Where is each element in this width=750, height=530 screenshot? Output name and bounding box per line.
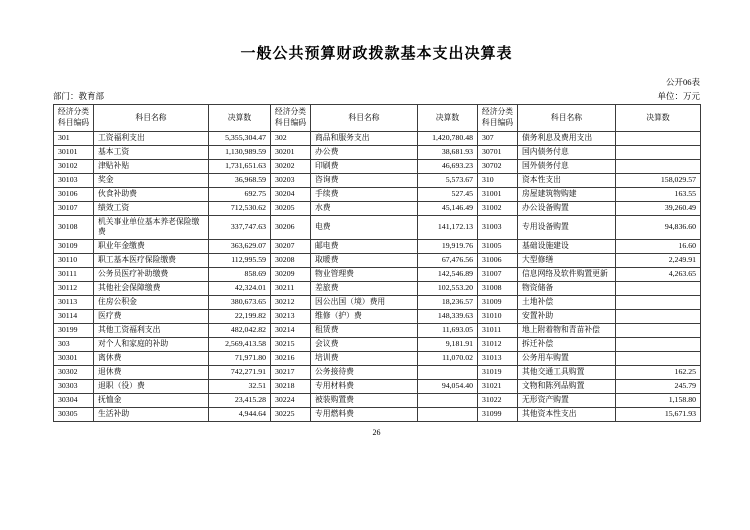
table-row [54,159,701,173]
code-header-line2: 科目编码 [274,117,307,127]
page-number: 26 [372,427,381,437]
expenditure-table [53,104,701,422]
amount-cell: 67,476.56 [418,253,478,267]
subject-code-cell: 30702 [478,159,518,173]
subject-code-cell: 30303 [54,379,94,393]
subject-code-cell: 30107 [54,201,94,215]
subject-name-cell: 办公设备购置 [518,201,616,215]
table-row [54,187,701,201]
subject-code-cell: 30114 [54,309,94,323]
subject-name-cell: 职业年金缴费 [94,239,209,253]
subject-code-cell: 30102 [54,159,94,173]
subject-code-cell: 30201 [271,145,311,159]
subject-name-cell: 大型修缮 [518,253,616,267]
subject-name-cell: 因公出国（境）费用 [311,295,418,309]
subject-code-cell: 30212 [271,295,311,309]
subject-name-cell: 安置补助 [518,309,616,323]
amount-cell: 245.79 [616,379,701,393]
page-title: 一般公共预算财政拨款基本支出决算表 [240,46,513,62]
subject-code-cell: 31021 [478,379,518,393]
amount-cell: 482,042.82 [209,323,271,337]
subject-name-cell: 其他资本性支出 [518,407,616,421]
subject-name-cell: 差旅费 [311,281,418,295]
subject-name-cell: 退职（役）费 [94,379,209,393]
subject-name-cell: 机关事业单位基本养老保险缴费 [94,215,209,239]
subject-name-cell: 培训费 [311,351,418,365]
subject-name-cell: 住房公积金 [94,295,209,309]
amount-cell: 4,263.65 [616,267,701,281]
subject-code-cell: 30106 [54,187,94,201]
subject-code-cell: 30108 [54,215,94,239]
subject-code-cell: 30224 [271,393,311,407]
table-row [54,173,701,187]
subject-code-cell: 30215 [271,337,311,351]
subject-code-cell: 310 [478,173,518,187]
table-row [54,131,701,145]
amount-cell [616,309,701,323]
amount-cell: 23,415.28 [209,393,271,407]
amount-cell: 363,629.07 [209,239,271,253]
subject-name-cell: 物业管理费 [311,267,418,281]
code-header-line1: 经济分类 [57,107,90,117]
subject-name-cell: 维修（护）费 [311,309,418,323]
amount-cell: 1,130,989.59 [209,145,271,159]
subject-code-cell: 302 [271,131,311,145]
amount-cell: 742,271.91 [209,365,271,379]
subject-code-cell: 30213 [271,309,311,323]
subject-name-cell: 商品和服务支出 [311,131,418,145]
subject-code-cell: 31005 [478,239,518,253]
subject-code-cell: 30216 [271,351,311,365]
subject-name-cell: 其他工资福利支出 [94,323,209,337]
subject-name-cell: 信息网络及软件购置更新 [518,267,616,281]
subject-code-cell: 31008 [478,281,518,295]
subject-name-cell: 对个人和家庭的补助 [94,337,209,351]
name-header: 科目名称 [311,104,418,131]
amount-cell: 142,546.89 [418,267,478,281]
subject-code-cell: 30208 [271,253,311,267]
amount-cell: 19,919.76 [418,239,478,253]
amount-cell [616,131,701,145]
table-row [54,281,701,295]
subject-code-cell: 31003 [478,215,518,239]
subject-code-cell: 30225 [271,407,311,421]
amount-cell: 141,172.13 [418,215,478,239]
amount-cell: 2,249.91 [616,253,701,267]
subject-code-cell: 30209 [271,267,311,281]
amount-cell [616,145,701,159]
value-header: 决算数 [209,104,271,131]
subject-name-cell: 奖金 [94,173,209,187]
subject-name-cell: 被装购置费 [311,393,418,407]
table-row [54,239,701,253]
amount-cell: 712,530.62 [209,201,271,215]
amount-cell [616,281,701,295]
amount-cell [616,351,701,365]
subject-code-cell: 30207 [271,239,311,253]
amount-cell: 5,355,304.47 [209,131,271,145]
subject-name-cell: 邮电费 [311,239,418,253]
amount-cell: 11,693.05 [418,323,478,337]
subject-name-cell: 文物和陈列品购置 [518,379,616,393]
subject-code-cell: 30103 [54,173,94,187]
subject-code-cell: 30204 [271,187,311,201]
name-header: 科目名称 [94,104,209,131]
subject-code-cell: 31022 [478,393,518,407]
subject-name-cell: 生活补助 [94,407,209,421]
amount-cell: 692.75 [209,187,271,201]
subject-name-cell: 地上附着物和青苗补偿 [518,323,616,337]
subject-code-cell: 31019 [478,365,518,379]
amount-cell [616,159,701,173]
amount-cell: 112,995.59 [209,253,271,267]
amount-cell [616,323,701,337]
subject-name-cell: 印刷费 [311,159,418,173]
table-row [54,365,701,379]
amount-cell: 148,339.63 [418,309,478,323]
subject-code-cell: 31006 [478,253,518,267]
amount-cell [418,407,478,421]
subject-name-cell: 基础设施建设 [518,239,616,253]
table-body [54,131,701,421]
sheet-number-label: 公开06表 [665,76,700,87]
amount-cell: 46,693.23 [418,159,478,173]
subject-code-cell: 31002 [478,201,518,215]
subject-name-cell: 房屋建筑物购建 [518,187,616,201]
amount-cell: 1,158.80 [616,393,701,407]
table-row [54,379,701,393]
subject-code-cell: 30109 [54,239,94,253]
subject-code-cell: 30202 [271,159,311,173]
table-row [54,267,701,281]
subject-name-cell: 手续费 [311,187,418,201]
amount-cell: 39,260.49 [616,201,701,215]
code-header-line2: 科目编码 [57,117,90,127]
subject-code-cell: 30301 [54,351,94,365]
amount-cell: 11,070.02 [418,351,478,365]
table-row [54,407,701,421]
subject-code-cell: 30203 [271,173,311,187]
subject-code-cell: 30302 [54,365,94,379]
subject-code-cell: 30110 [54,253,94,267]
subject-code-cell: 31012 [478,337,518,351]
amount-cell: 94,836.60 [616,215,701,239]
subject-name-cell: 办公费 [311,145,418,159]
subject-code-cell: 30112 [54,281,94,295]
amount-cell: 1,731,651.63 [209,159,271,173]
subject-code-cell: 31013 [478,351,518,365]
subject-name-cell: 公务员医疗补助缴费 [94,267,209,281]
subject-name-cell: 绩效工资 [94,201,209,215]
subject-name-cell: 伙食补助费 [94,187,209,201]
subject-name-cell: 取暖费 [311,253,418,267]
subject-code-cell: 30206 [271,215,311,239]
subject-code-cell: 30217 [271,365,311,379]
code-header-line1: 经济分类 [274,107,307,117]
subject-code-cell: 30205 [271,201,311,215]
header-row [54,104,701,131]
amount-cell: 16.60 [616,239,701,253]
meta-row [53,91,700,101]
amount-cell: 38,681.93 [418,145,478,159]
subject-name-cell: 公务用车购置 [518,351,616,365]
subject-code-cell: 30101 [54,145,94,159]
subject-name-cell: 电费 [311,215,418,239]
subject-name-cell: 无形资产购置 [518,393,616,407]
amount-cell: 32.51 [209,379,271,393]
subject-name-cell: 拆迁补偿 [518,337,616,351]
subject-name-cell: 离休费 [94,351,209,365]
table-row [54,351,701,365]
subject-name-cell: 国外债务付息 [518,159,616,173]
table-row [54,145,701,159]
code-header [54,104,94,131]
subject-code-cell: 30111 [54,267,94,281]
code-header [478,104,518,131]
amount-cell [616,337,701,351]
value-header: 决算数 [418,104,478,131]
table-row [54,323,701,337]
table-header [54,104,701,131]
subject-name-cell: 其他社会保障缴费 [94,281,209,295]
subject-name-cell: 国内债务付息 [518,145,616,159]
amount-cell [616,295,701,309]
table-row [54,309,701,323]
subject-name-cell: 债务利息及费用支出 [518,131,616,145]
subject-code-cell: 31010 [478,309,518,323]
department-label: 部门：教育部 [53,90,105,101]
subject-code-cell: 30113 [54,295,94,309]
amount-cell: 380,673.65 [209,295,271,309]
subject-name-cell: 资本性支出 [518,173,616,187]
subject-code-cell: 31009 [478,295,518,309]
subject-code-cell: 30701 [478,145,518,159]
subject-code-cell: 301 [54,131,94,145]
subject-code-cell: 31099 [478,407,518,421]
amount-cell: 162.25 [616,365,701,379]
subject-code-cell: 30305 [54,407,94,421]
table-row [54,295,701,309]
subject-name-cell: 其他交通工具购置 [518,365,616,379]
subject-name-cell: 退休费 [94,365,209,379]
code-header-line2: 科目编码 [481,117,514,127]
subject-name-cell: 基本工资 [94,145,209,159]
table-row [54,393,701,407]
amount-cell: 18,236.57 [418,295,478,309]
amount-cell: 2,569,413.58 [209,337,271,351]
table-row [54,337,701,351]
amount-cell [418,393,478,407]
amount-cell: 45,146.49 [418,201,478,215]
subject-name-cell: 土地补偿 [518,295,616,309]
amount-cell: 158,029.57 [616,173,701,187]
amount-cell: 9,181.91 [418,337,478,351]
amount-cell: 337,747.63 [209,215,271,239]
subject-code-cell: 30199 [54,323,94,337]
amount-cell: 15,671.93 [616,407,701,421]
subject-code-cell: 303 [54,337,94,351]
amount-cell: 1,420,780.48 [418,131,478,145]
amount-cell: 22,199.82 [209,309,271,323]
amount-cell: 5,573.67 [418,173,478,187]
subject-code-cell: 30214 [271,323,311,337]
subject-name-cell: 医疗费 [94,309,209,323]
amount-cell [418,365,478,379]
amount-cell: 527.45 [418,187,478,201]
subject-code-cell: 30211 [271,281,311,295]
subject-name-cell: 租赁费 [311,323,418,337]
table-row [54,215,701,239]
subject-code-cell: 307 [478,131,518,145]
amount-cell: 102,553.20 [418,281,478,295]
subject-name-cell: 津贴补贴 [94,159,209,173]
amount-cell: 4,944.64 [209,407,271,421]
amount-cell: 858.69 [209,267,271,281]
subject-name-cell: 抚恤金 [94,393,209,407]
code-header-line1: 经济分类 [481,107,514,117]
subject-name-cell: 专用燃料费 [311,407,418,421]
subject-name-cell: 职工基本医疗保险缴费 [94,253,209,267]
amount-cell: 42,324.01 [209,281,271,295]
subject-name-cell: 会议费 [311,337,418,351]
subject-name-cell: 工资福利支出 [94,131,209,145]
table-row [54,201,701,215]
subject-name-cell: 专用设备购置 [518,215,616,239]
subject-name-cell: 物资储备 [518,281,616,295]
unit-label: 单位：万元 [657,90,700,101]
amount-cell: 94,054.40 [418,379,478,393]
amount-cell: 36,968.59 [209,173,271,187]
subject-code-cell: 31007 [478,267,518,281]
name-header: 科目名称 [518,104,616,131]
subject-code-cell: 30304 [54,393,94,407]
code-header [271,104,311,131]
table-row [54,253,701,267]
subject-name-cell: 咨询费 [311,173,418,187]
amount-cell: 71,971.80 [209,351,271,365]
subject-name-cell: 公务接待费 [311,365,418,379]
value-header: 决算数 [616,104,701,131]
subject-code-cell: 31001 [478,187,518,201]
subject-name-cell: 专用材料费 [311,379,418,393]
subject-code-cell: 31011 [478,323,518,337]
amount-cell: 163.55 [616,187,701,201]
subject-name-cell: 水费 [311,201,418,215]
subject-code-cell: 30218 [271,379,311,393]
